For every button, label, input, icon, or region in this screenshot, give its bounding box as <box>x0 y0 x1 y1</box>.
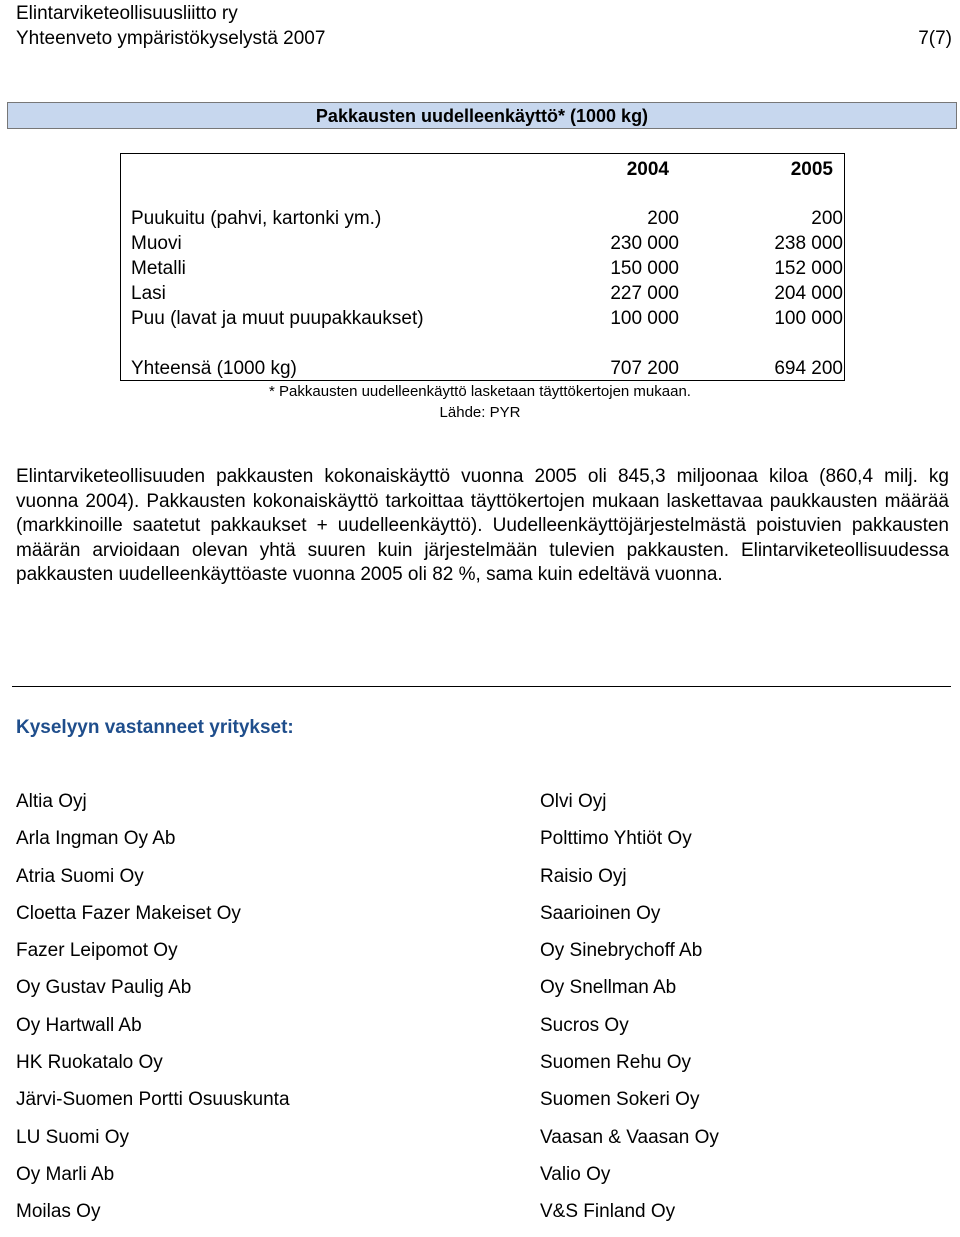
company-item: Sucros Oy <box>540 1014 629 1036</box>
row-label: Lasi <box>131 283 166 304</box>
company-item: Atria Suomi Oy <box>16 865 144 887</box>
company-item: Altia Oyj <box>16 791 87 812</box>
company-item: Oy Sinebrychoff Ab <box>540 940 703 962</box>
header-subtitle: Yhteenveto ympäristökyselystä 2007 <box>16 28 326 49</box>
company-item: Moilas Oy <box>16 1201 101 1223</box>
row-label: Puukuitu (pahvi, kartonki ym.) <box>131 208 382 229</box>
total-value-2005: 694 200 <box>774 358 843 379</box>
row-value-2005: 204 000 <box>774 283 843 304</box>
company-item: Fazer Leipomot Oy <box>16 940 178 962</box>
company-item: Raisio Oyj <box>540 865 627 887</box>
company-item: V&S Finland Oy <box>540 1201 676 1223</box>
company-item: Cloetta Fazer Makeiset Oy <box>16 902 241 924</box>
row-value-2005: 238 000 <box>774 233 843 254</box>
row-value-2004: 150 000 <box>610 258 679 279</box>
row-label: Muovi <box>131 233 182 254</box>
company-item: Järvi-Suomen Portti Osuuskunta <box>16 1089 290 1111</box>
company-item: LU Suomi Oy <box>16 1126 129 1148</box>
row-value-2004: 230 000 <box>610 233 679 254</box>
summary-paragraph: Elintarviketeollisuuden pakkausten kokonaiskäyttö vuonna 2005 oli 845,3 miljoonaa kiloa (860,4 milj. kg vuonna 2004). Pakkausten kokonaiskäyttö tarkoittaa täyttökertojen mukaan laskettavaa paukkausten määrää (markkinoille saatetut pakkaukset + uudelleenkäyttö). Uudelleenkäyttöjärjestelmästä poistuvien pakkausten määrän arvioidaan olevan yhtä suuren kuin järjestelmään tulevien pakkausten. Elintarviketeollisuudessa pakkausten uudelleenkäyttöaste vuonna 2005 oli 82 %, sama kuin edeltävä vuonna. <box>16 466 949 586</box>
row-label: Puu (lavat ja muut puupakkaukset) <box>131 308 424 329</box>
table-title: Pakkausten uudelleenkäyttö* (1000 kg) <box>7 102 957 129</box>
company-item: Oy Hartwall Ab <box>16 1014 142 1036</box>
row-value-2004: 200 <box>647 208 679 229</box>
row-label: Metalli <box>131 258 186 279</box>
company-item: Vaasan & Vaasan Oy <box>540 1126 719 1148</box>
page-number: 7(7) <box>918 28 952 49</box>
year-2004-header: 2004 <box>626 159 669 180</box>
company-item: Valio Oy <box>540 1163 611 1185</box>
row-value-2005: 100 000 <box>774 308 843 329</box>
divider <box>12 686 951 687</box>
respondents-right-column <box>540 789 719 1237</box>
company-item: Saarioinen Oy <box>540 902 661 924</box>
table-source: Lähde: PYR <box>439 404 521 421</box>
header-org: Elintarviketeollisuusliitto ry <box>16 3 238 24</box>
total-value-2004: 707 200 <box>610 358 679 379</box>
company-item: HK Ruokatalo Oy <box>16 1052 163 1074</box>
company-item: Oy Snellman Ab <box>540 977 677 999</box>
company-item: Arla Ingman Oy Ab <box>16 828 176 850</box>
table-footnote: * Pakkausten uudelleenkäyttö lasketaan täyttökertojen mukaan. <box>269 383 691 400</box>
total-label: Yhteensä (1000 kg) <box>131 358 297 379</box>
company-item: Suomen Rehu Oy <box>540 1052 692 1074</box>
year-2005-header: 2005 <box>790 159 833 180</box>
data-table <box>120 153 845 381</box>
company-item: Oy Marli Ab <box>16 1163 115 1185</box>
company-item: Olvi Oyj <box>540 791 607 812</box>
row-value-2005: 200 <box>811 208 843 229</box>
row-value-2004: 227 000 <box>610 283 679 304</box>
respondents-left-column <box>16 789 290 1237</box>
company-item: Oy Gustav Paulig Ab <box>16 977 192 999</box>
company-item: Polttimo Yhtiöt Oy <box>540 828 692 850</box>
company-item: Suomen Sokeri Oy <box>540 1089 700 1111</box>
row-value-2005: 152 000 <box>774 258 843 279</box>
respondents-heading: Kyselyyn vastanneet yritykset: <box>16 717 294 738</box>
row-value-2004: 100 000 <box>610 308 679 329</box>
